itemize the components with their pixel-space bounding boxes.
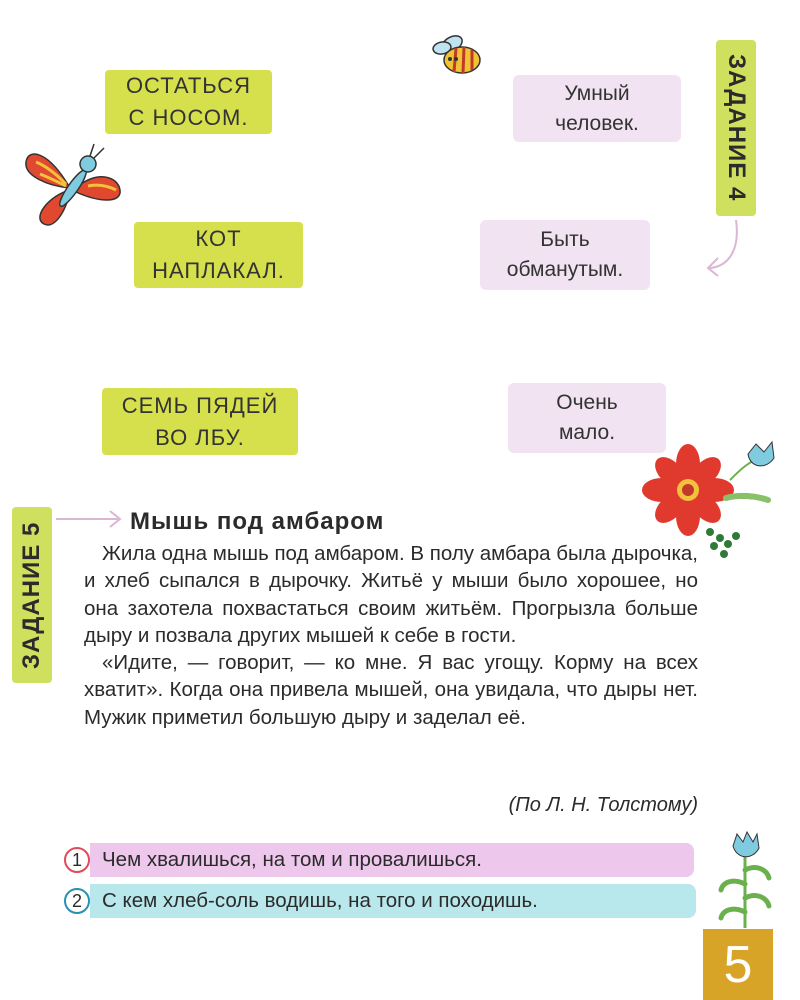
idiom-box[interactable]: КОТ НАПЛАКАЛ. — [134, 222, 303, 288]
idiom-box[interactable]: ОСТАТЬСЯ С НОСОМ. — [105, 70, 272, 134]
task-5-label: ЗАДАНИЕ 5 — [12, 507, 52, 683]
meaning-box[interactable]: Умный человек. — [513, 75, 681, 142]
proverb-2[interactable]: С кем хлеб-соль водишь, на того и походишь. — [90, 884, 696, 918]
butterfly-icon — [18, 140, 130, 232]
task-4-label: ЗАДАНИЕ 4 — [716, 40, 756, 216]
page-number: 5 — [703, 929, 773, 1000]
story-title: Мышь под амбаром — [130, 508, 385, 535]
curved-arrow-icon — [700, 218, 750, 288]
proverb-1[interactable]: Чем хвалишься, на том и провалишься. — [90, 843, 694, 877]
story-paragraph: Жила одна мышь под амбаром. В полу амбара была дырочка, и хлеб сыпался в дырочку. Житьё у мыши было хорошее, но она захотела похвастаться своим житьём. Прогрызла больше дыру и позвала других мышей к себе в гости. — [84, 542, 698, 647]
story-text — [84, 540, 698, 731]
plant-icon — [715, 830, 775, 930]
proverb-number-2: 2 — [64, 888, 90, 914]
meaning-box[interactable]: Очень мало. — [508, 383, 666, 453]
meaning-box[interactable]: Быть обманутым. — [480, 220, 650, 290]
bee-icon — [430, 30, 492, 78]
proverb-number-1: 1 — [64, 847, 90, 873]
story-paragraph: «Идите, — говорит, — ко мне. Я вас угощу. Корму на всех хватит». Когда она привела мышей, она увидала, что дыры нет. Мужик приметил большую дыру и заделал её. — [84, 651, 698, 729]
arrow-right-icon — [54, 508, 124, 530]
story-author: (По Л. Н. Толстому) — [508, 794, 698, 816]
idiom-box[interactable]: СЕМЬ ПЯДЕЙ ВО ЛБУ. — [102, 388, 298, 455]
